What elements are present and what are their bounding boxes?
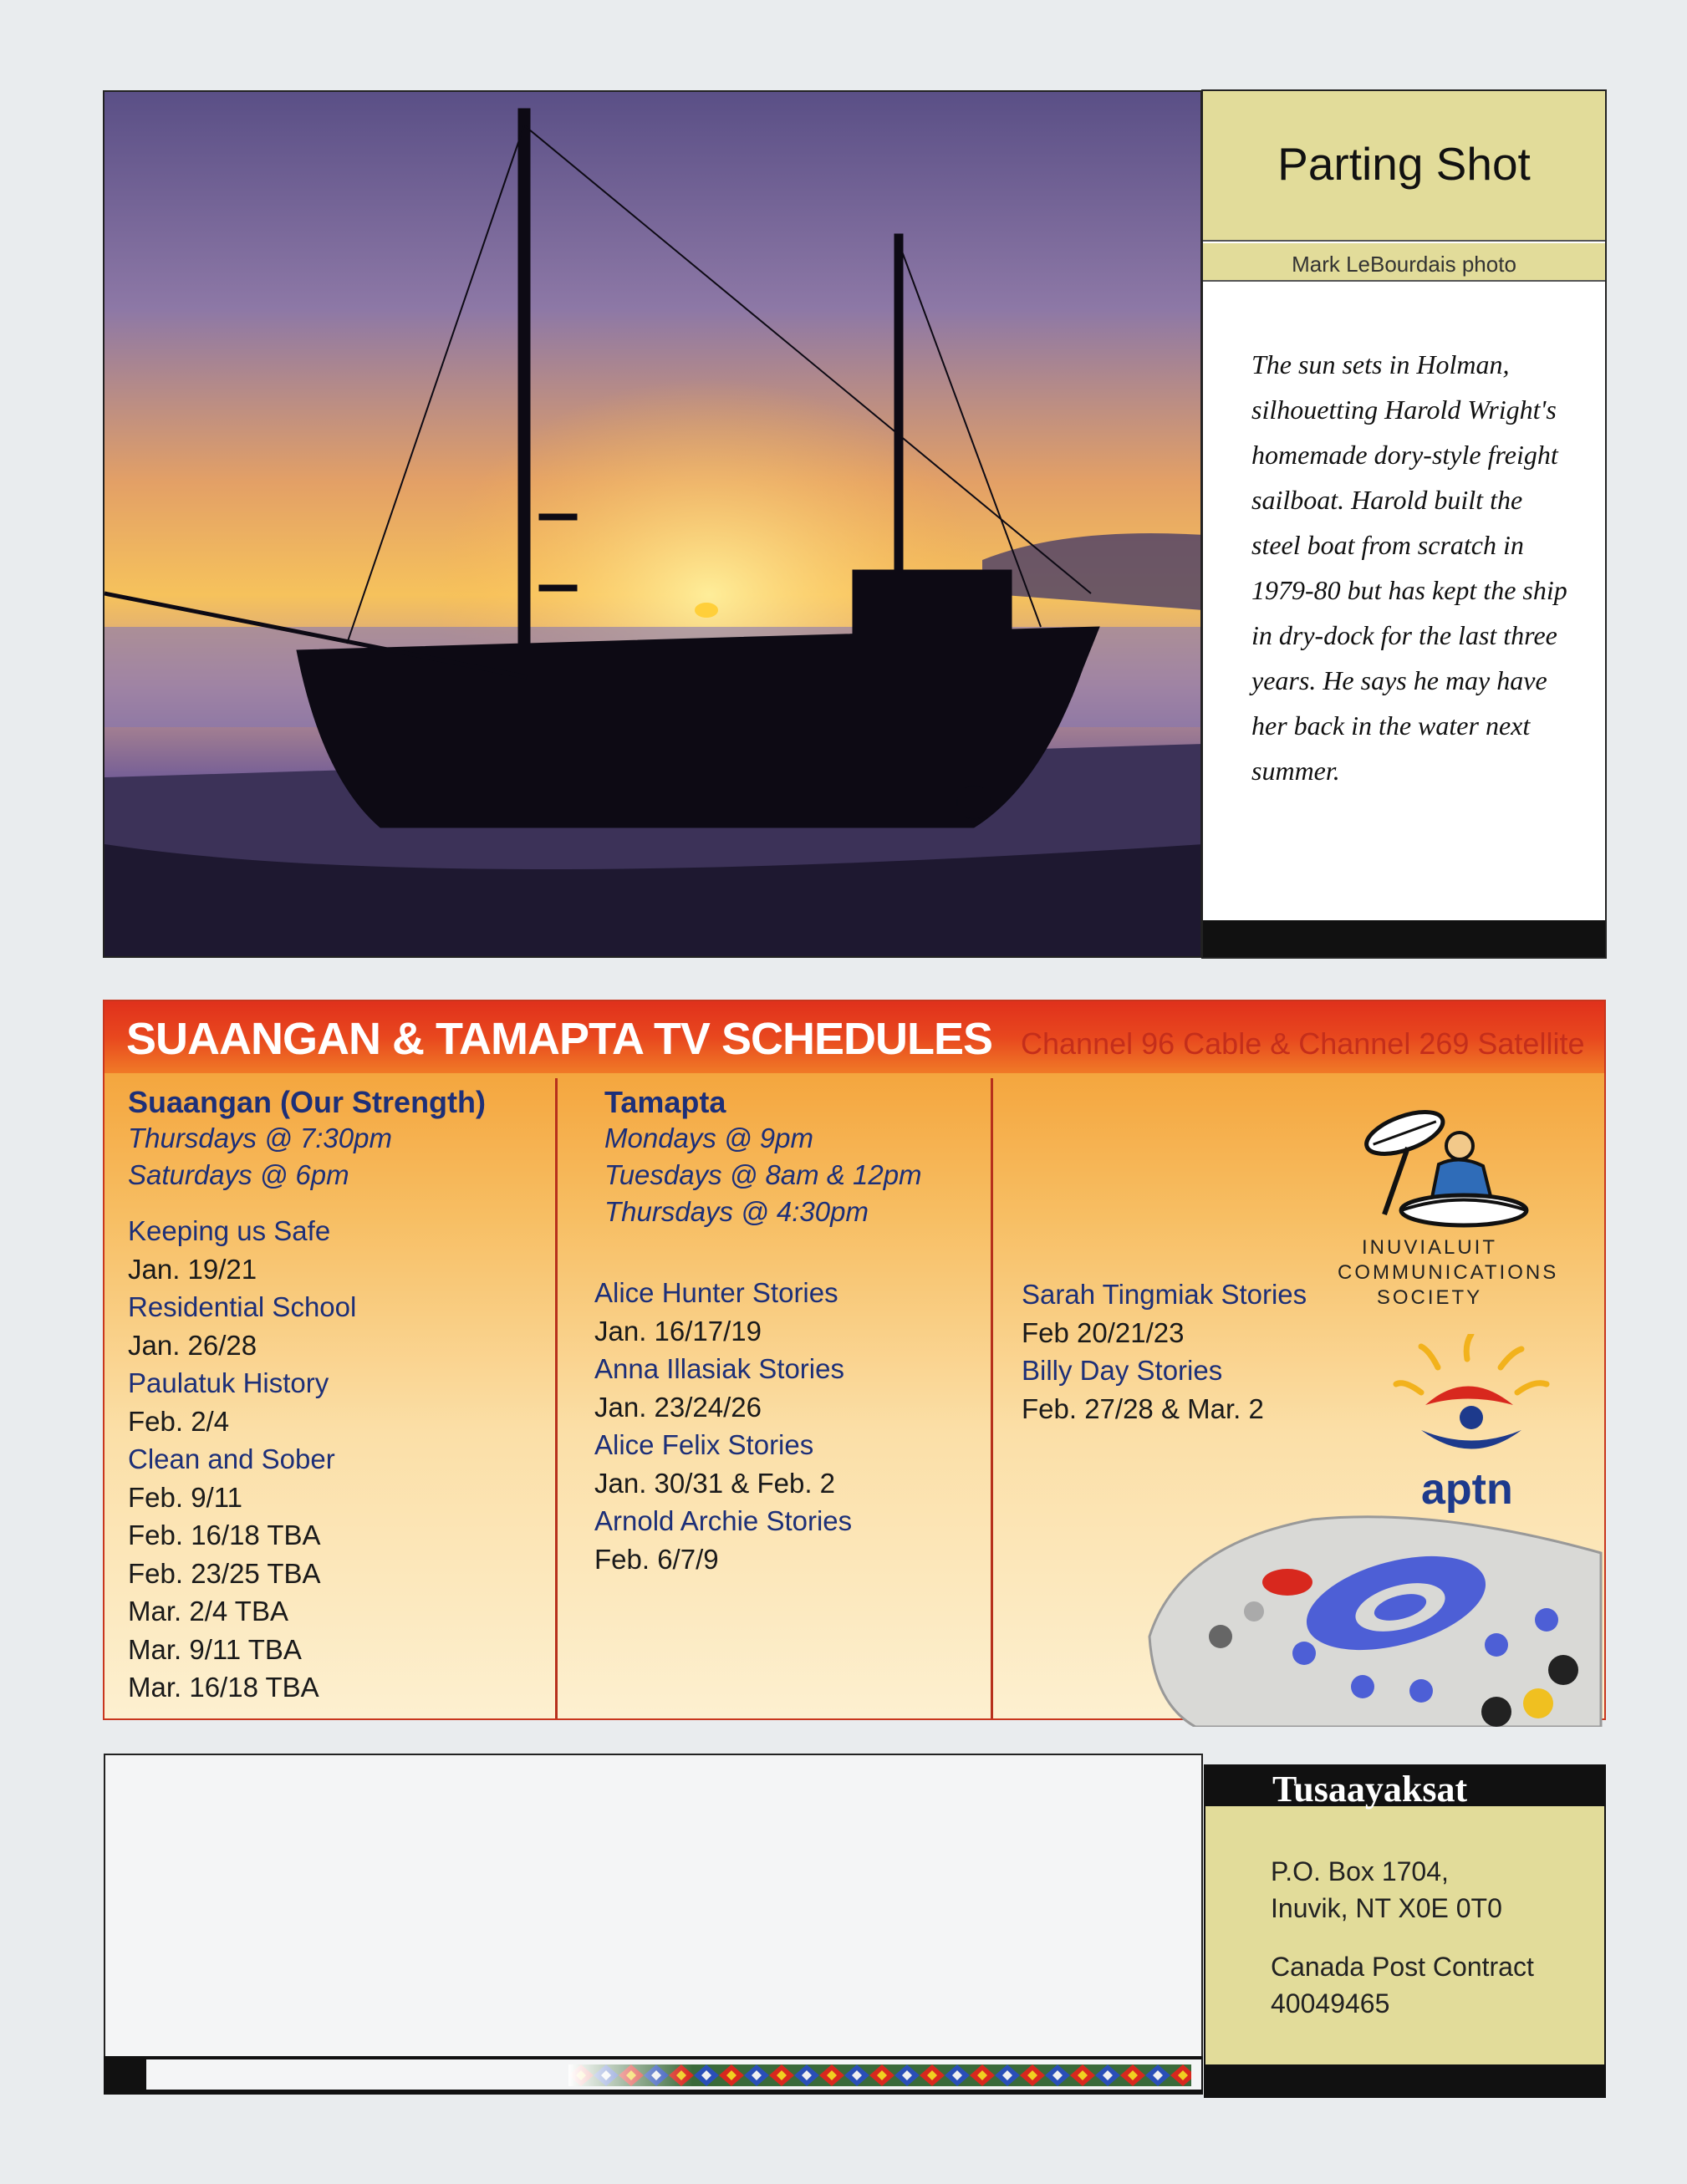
ics-logo-icon [1351,1097,1560,1231]
episode-date: Jan. 26/28 [128,1329,257,1361]
episode-title: Keeping us Safe [128,1215,331,1246]
tba-date: Mar. 9/11 TBA [128,1633,302,1665]
episode-title: Alice Hunter Stories [594,1277,838,1308]
aptn-logo-text: aptn [1421,1465,1513,1514]
tamapta-column [594,1085,981,1578]
more-stories-column [1022,1275,1356,1428]
episode-date: Feb. 9/11 [128,1481,242,1513]
mailing-label-area [104,1754,1203,2095]
beaded-pattern-decoration [568,2064,1191,2086]
schedule-channels: Channel 96 Cable & Channel 269 Satellite [1021,1026,1585,1061]
publication-title: Tusaayaksat [1272,1769,1468,1810]
episode-title: Arnold Archie Stories [594,1505,853,1536]
suaangan-slot: Thursdays @ 7:30pm [128,1123,392,1153]
episode-date: Jan. 30/31 & Feb. 2 [594,1467,836,1499]
episode-date: Feb. 2/4 [128,1405,230,1437]
photo-caption: The sun sets in Holman, silhouetting Harold Wright's homemade dory-style freight sailboat. Harold built the steel boat from scratch in 1979-80 but has kept the ship in dry-dock for the last three years. He says he may have her back in the water next summer. [1251,349,1567,786]
episode-date: Feb. 27/28 & Mar. 2 [1022,1392,1264,1424]
tba-date: Mar. 2/4 TBA [128,1596,288,1627]
tv-remote-image [1145,1511,1605,1727]
tamapta-slot: Thursdays @ 4:30pm [604,1196,869,1227]
suaangan-slot: Saturdays @ 6pm [128,1159,349,1190]
photo-credit: Mark LeBourdais photo [1292,252,1516,277]
episode-title: Sarah Tingmiak Stories [1022,1279,1307,1310]
episode-title: Clean and Sober [128,1443,335,1474]
tamapta-slot: Tuesdays @ 8am & 12pm [604,1159,922,1190]
tba-date: Feb. 23/25 TBA [128,1557,321,1589]
episode-title: Residential School [128,1291,357,1322]
contract-number: 40049465 [1271,1988,1390,2019]
address-line: Inuvik, NT X0E 0T0 [1271,1893,1502,1923]
episode-title: Billy Day Stories [1022,1355,1223,1386]
suaangan-show-name: Suaangan (Our Strength) [128,1085,487,1119]
episode-date: Feb 20/21/23 [1022,1316,1185,1348]
sun-shape [695,603,718,618]
parting-shot-footer-bar [1203,920,1605,957]
tamapta-show-name: Tamapta [604,1085,726,1119]
episode-date: Jan. 19/21 [128,1253,257,1285]
column-divider [991,1078,993,1720]
mailing-footer-bar [1205,2064,1604,2096]
parting-shot-panel [1201,89,1607,959]
contract-line: Canada Post Contract [1271,1952,1534,1982]
episode-date: Feb. 6/7/9 [594,1543,719,1575]
column-divider [555,1078,558,1720]
episode-title: Anna Illasiak Stories [594,1353,844,1384]
ics-logo-text: INUVIALUIT COMMUNICATIONS SOCIETY [1338,1236,1559,1309]
schedule-title: SUAANGAN & TAMAPTA TV SCHEDULES [126,1014,993,1064]
sunset-sailboat-photo [103,90,1202,958]
address-line: P.O. Box 1704, [1271,1856,1449,1886]
aptn-logo-icon [1388,1334,1555,1468]
tba-date: Feb. 16/18 TBA [128,1520,321,1550]
episode-title: Paulatuk History [128,1367,329,1398]
episode-title: Alice Felix Stories [594,1429,814,1460]
mailing-address-panel [1204,1764,1606,2098]
mailing-title-bar [1205,1766,1604,1810]
parting-shot-title-box [1203,91,1605,242]
parting-shot-title: Parting Shot [1277,138,1531,190]
episode-date: Jan. 23/24/26 [594,1391,762,1423]
suaangan-column [128,1085,546,1707]
tamapta-slot: Mondays @ 9pm [604,1123,813,1153]
tba-date: Mar. 16/18 TBA [128,1672,319,1703]
schedule-header [104,1001,1604,1073]
episode-date: Jan. 16/17/19 [594,1315,762,1347]
photo-credit-box [1203,243,1605,282]
